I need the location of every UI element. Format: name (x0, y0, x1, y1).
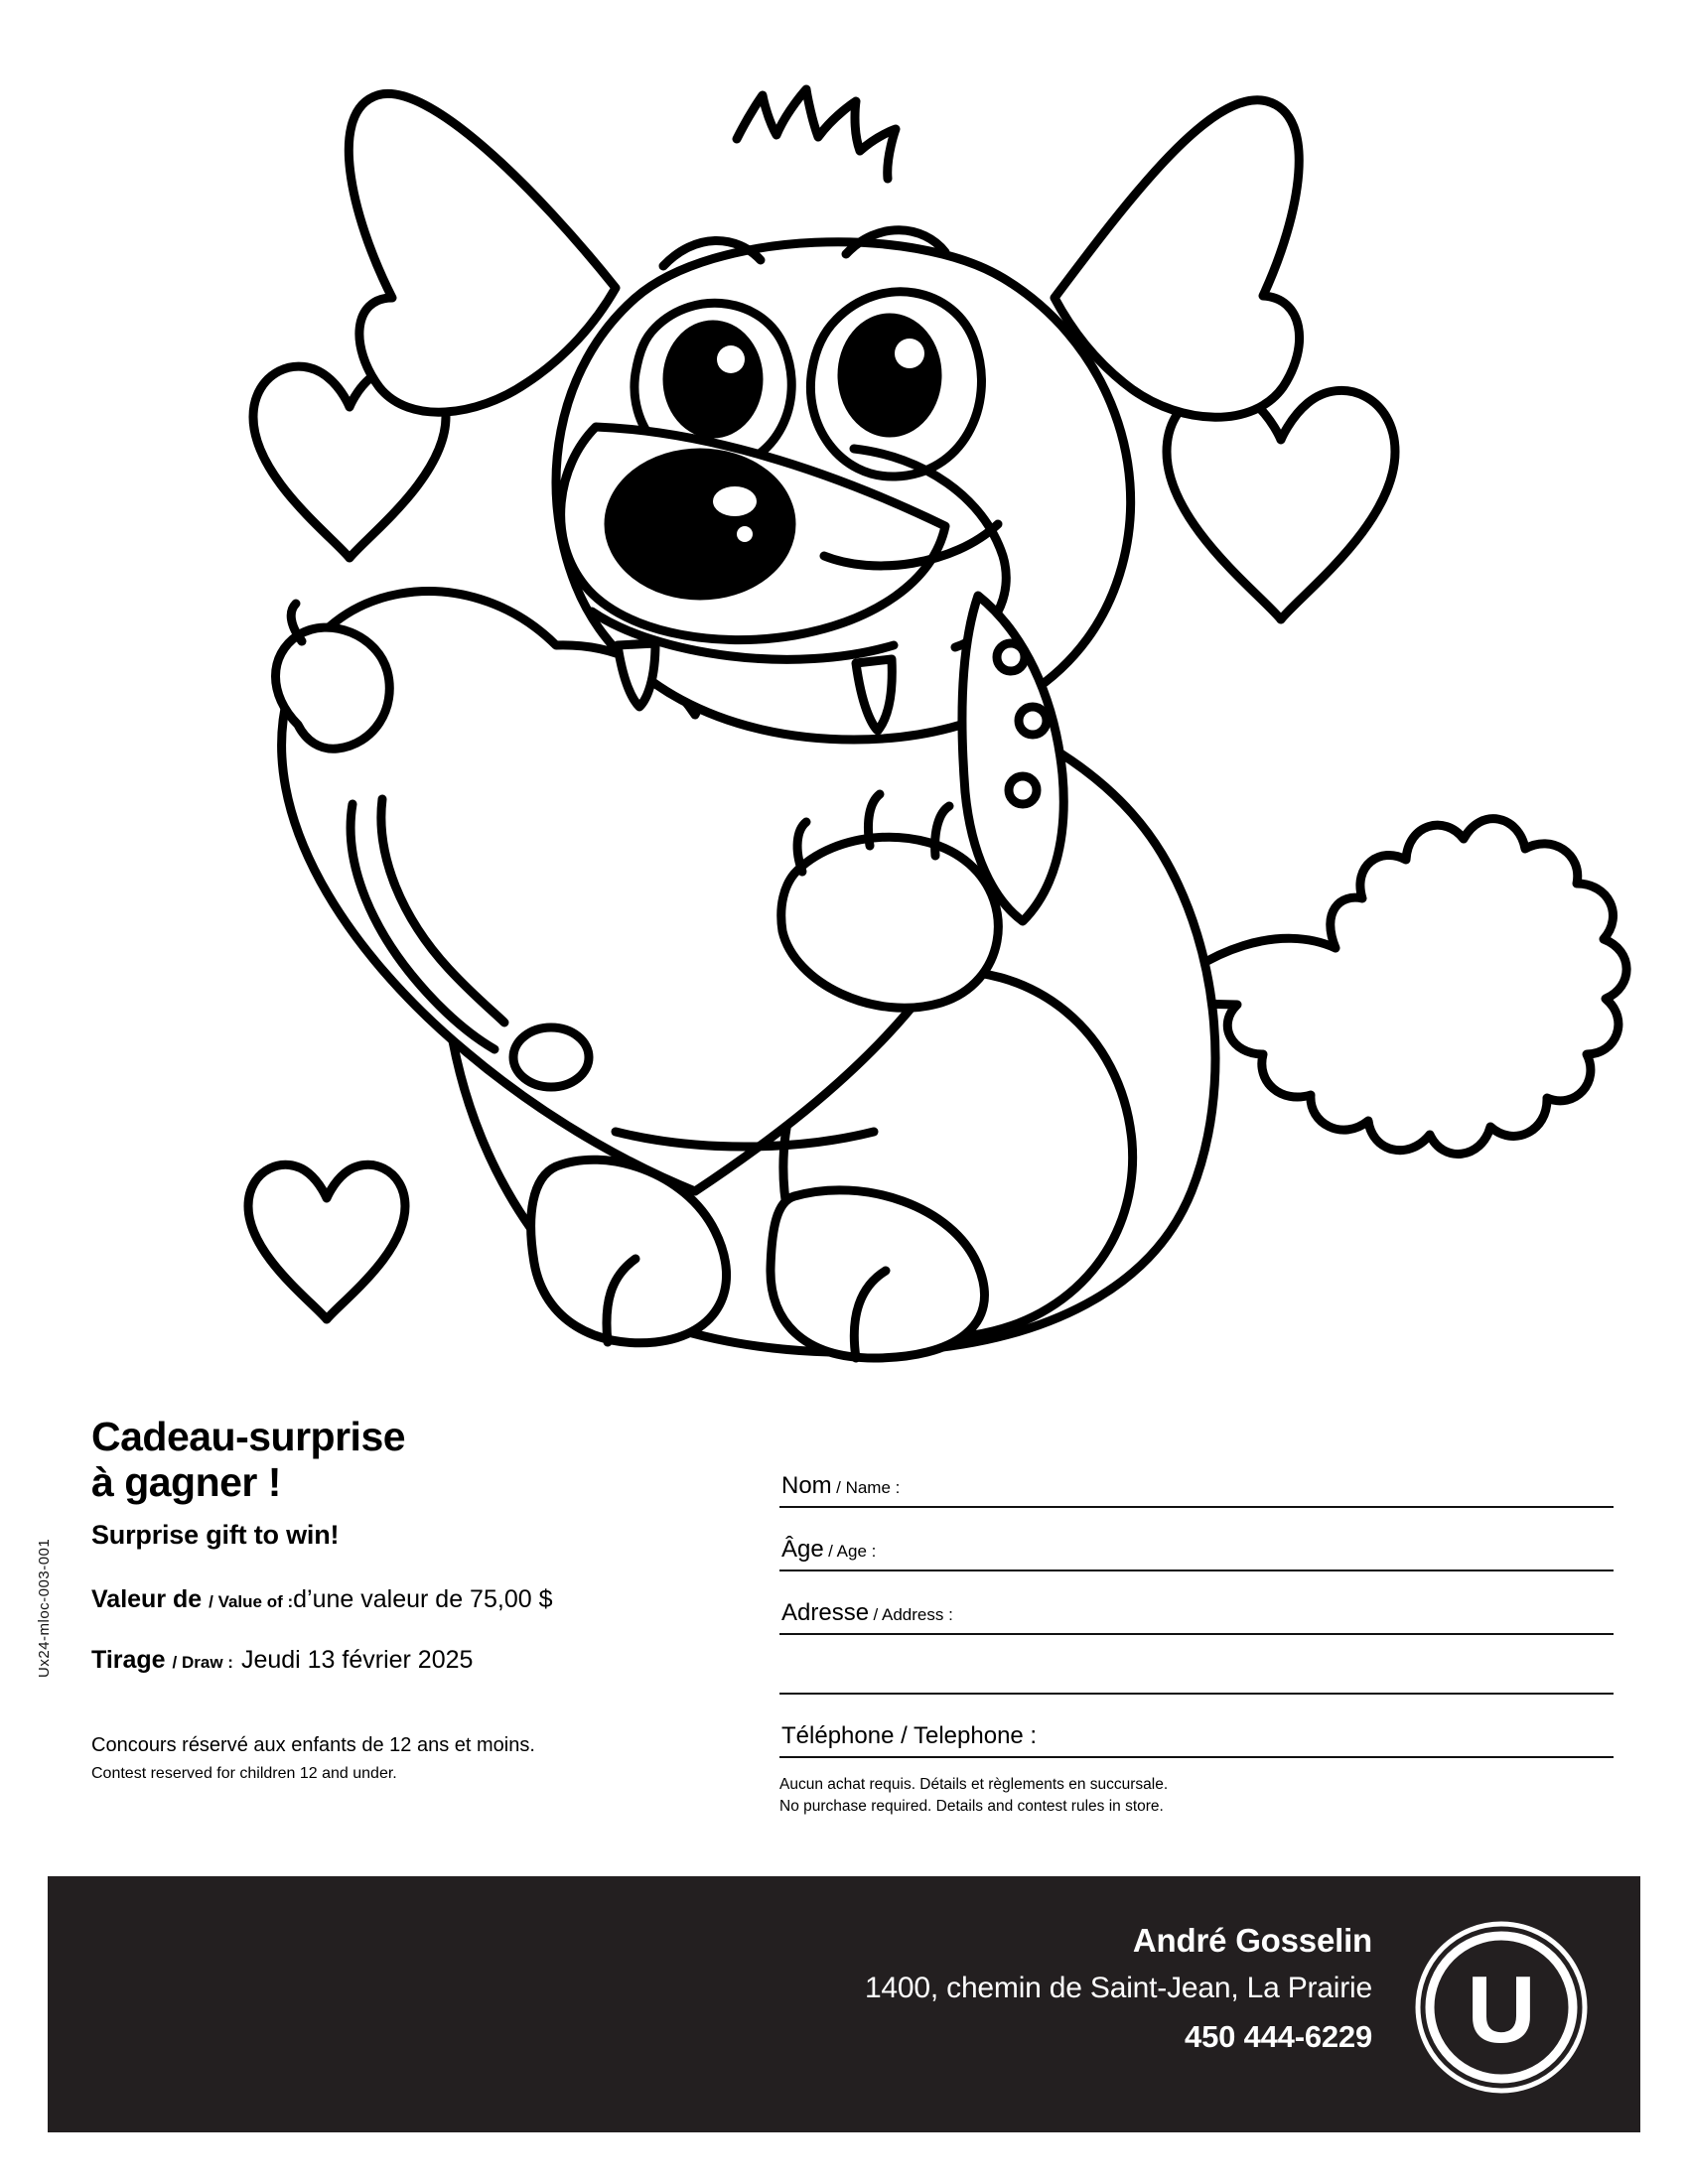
value-text: d’une valeur de 75,00 $ (293, 1584, 553, 1613)
merchant-address (865, 1972, 1372, 2005)
field-age-label-fr: Âge (781, 1536, 824, 1563)
field-telephone[interactable] (779, 1695, 1614, 1758)
document-reference-code: Ux24-mloc-003-001 (36, 1538, 53, 1678)
form-legal-note (779, 1774, 1614, 1819)
dog-head-tuft (737, 89, 896, 179)
contest-rules (91, 1732, 776, 1785)
dog-paw-hugging-right (781, 837, 999, 1008)
field-address-label-en: / Address : (873, 1605, 953, 1624)
merchant-address-city: La Prairie (1246, 1972, 1372, 2004)
field-name-label-fr: Nom (781, 1472, 832, 1499)
merchant-phone: 450 444-6229 (1185, 2019, 1372, 2054)
field-age-label-en: / Age : (828, 1542, 877, 1561)
field-address[interactable] (779, 1571, 1614, 1635)
draw-label-en: / Draw : (172, 1652, 233, 1672)
form-note-en: No purchase required. Details and contest rules in store. (779, 1798, 1164, 1816)
promo-info-block (91, 1415, 776, 1785)
field-telephone-label-fr: Téléphone / Telephone : (781, 1722, 1038, 1749)
draw-date-value: Jeudi 13 février 2025 (240, 1645, 474, 1674)
heart-decoration-bottom-left (248, 1164, 405, 1319)
dog-nose-glint (713, 486, 757, 516)
merchant-name: André Gosselin (1132, 1922, 1372, 1959)
uniprix-logo (1414, 1920, 1589, 2095)
collar-stud-1 (997, 643, 1025, 671)
field-address-label-fr: Adresse (781, 1599, 870, 1626)
form-note-fr: Aucun achat requis. Détails et règlements en succursale. (779, 1776, 1169, 1793)
logo-u-icon (1414, 1920, 1589, 2095)
draw-date-row (91, 1646, 776, 1675)
prize-value-row (91, 1584, 776, 1614)
draw-label-fr: Tirage (91, 1645, 166, 1674)
field-name[interactable] (779, 1444, 1614, 1508)
field-age-label (781, 1536, 876, 1564)
dog-ear-left (349, 93, 616, 412)
headline-line-2: à gagner ! (91, 1458, 281, 1505)
field-telephone-label (781, 1722, 1037, 1750)
merchant-info (865, 1922, 1372, 2055)
field-name-label (781, 1472, 900, 1500)
entry-form (779, 1444, 1614, 1819)
field-name-label-en: / Name : (836, 1478, 901, 1497)
value-label-en: / Value of : (209, 1591, 294, 1611)
field-address-label (781, 1599, 953, 1627)
headline-line-1: Cadeau-surprise (91, 1414, 406, 1459)
dog-pupil-left (667, 325, 759, 434)
dog-pupil-right (842, 318, 937, 433)
collar-stud-2 (1019, 707, 1047, 735)
dog-tail (1152, 819, 1626, 1155)
heart-dot (513, 1027, 589, 1087)
dog-nose (609, 453, 791, 596)
dog-eye-glint-right (895, 339, 924, 368)
heart-decoration-right (1167, 390, 1395, 619)
field-address-line-2[interactable] (779, 1635, 1614, 1695)
field-age[interactable] (779, 1508, 1614, 1571)
logo-letter: U (1467, 1957, 1536, 2063)
value-label-fr: Valeur de (91, 1584, 203, 1613)
footer-bar (48, 1876, 1640, 2132)
merchant-address-street: 1400, chemin de Saint-Jean, (864, 1972, 1239, 2004)
page-title (91, 1415, 776, 1506)
contest-rules-fr: Concours réservé aux enfants de 12 ans et moins. (91, 1733, 535, 1756)
collar-stud-3 (1009, 776, 1037, 804)
dog-eye-glint-left (717, 345, 745, 373)
contest-rules-en: Contest reserved for children 12 and under. (91, 1764, 397, 1782)
dog-nose-glint-small (737, 526, 753, 542)
page-subtitle: Surprise gift to win! (91, 1519, 340, 1550)
